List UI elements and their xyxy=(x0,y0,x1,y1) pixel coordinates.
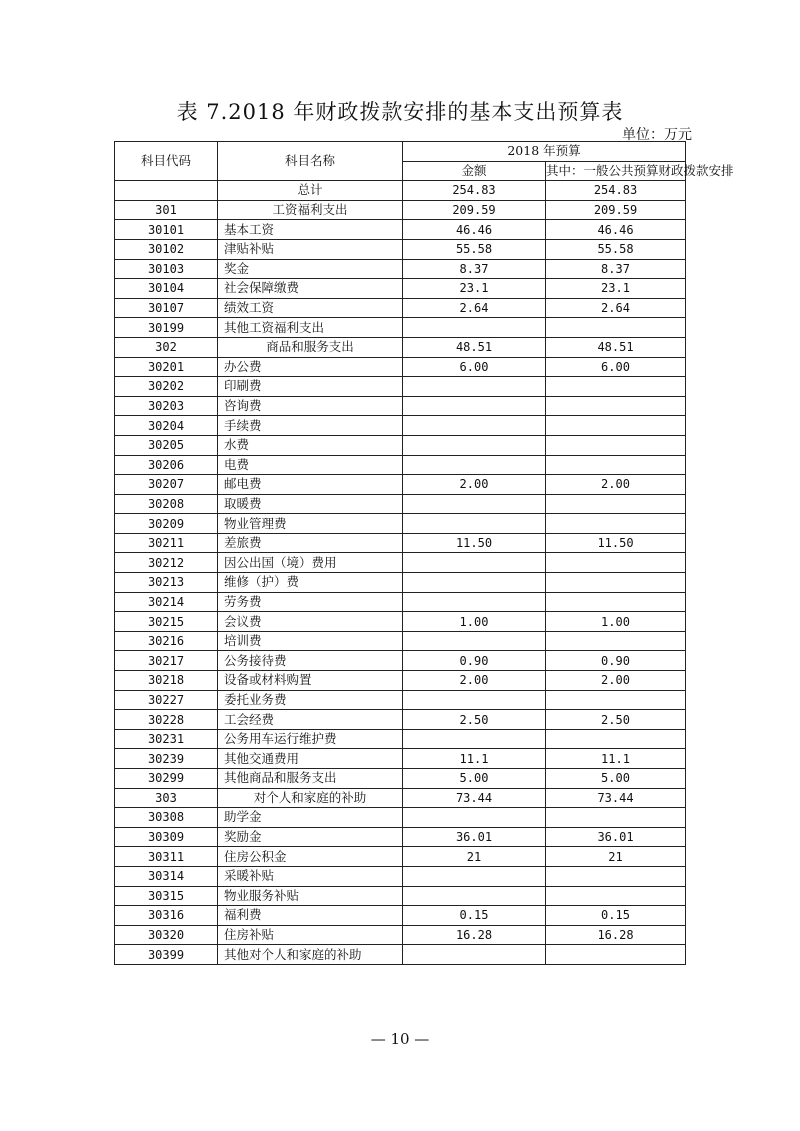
row-name: 总计 xyxy=(218,181,403,201)
row-amount: 0.15 xyxy=(403,906,546,926)
row-code: 30320 xyxy=(115,925,218,945)
row-sub-amount xyxy=(546,435,686,455)
row-amount xyxy=(403,886,546,906)
row-sub-amount: 11.1 xyxy=(546,749,686,769)
row-code: 30107 xyxy=(115,298,218,318)
table-row xyxy=(115,533,686,553)
row-amount: 1.00 xyxy=(403,612,546,632)
row-amount: 2.00 xyxy=(403,475,546,495)
row-sub-amount xyxy=(546,808,686,828)
row-sub-amount: 8.37 xyxy=(546,259,686,279)
row-name: 其他工资福利支出 xyxy=(218,318,403,338)
row-sub-amount: 1.00 xyxy=(546,612,686,632)
row-sub-amount: 2.00 xyxy=(546,671,686,691)
row-amount: 48.51 xyxy=(403,337,546,357)
row-amount xyxy=(403,435,546,455)
row-name: 助学金 xyxy=(218,808,403,828)
row-sub-amount xyxy=(546,729,686,749)
row-sub-amount xyxy=(546,553,686,573)
row-amount xyxy=(403,592,546,612)
row-code: 30211 xyxy=(115,533,218,553)
row-amount: 11.50 xyxy=(403,533,546,553)
row-code: 30202 xyxy=(115,377,218,397)
row-code: 30203 xyxy=(115,396,218,416)
row-sub-amount: 55.58 xyxy=(546,239,686,259)
row-amount xyxy=(403,631,546,651)
table-row xyxy=(115,573,686,593)
row-name: 印刷费 xyxy=(218,377,403,397)
row-code: 30207 xyxy=(115,475,218,495)
row-amount xyxy=(403,514,546,534)
row-code: 30215 xyxy=(115,612,218,632)
row-amount: 0.90 xyxy=(403,651,546,671)
table-row xyxy=(115,259,686,279)
row-sub-amount: 2.50 xyxy=(546,710,686,730)
row-sub-amount xyxy=(546,886,686,906)
row-amount xyxy=(403,416,546,436)
row-name: 绩效工资 xyxy=(218,298,403,318)
row-amount: 73.44 xyxy=(403,788,546,808)
row-amount xyxy=(403,866,546,886)
table-row xyxy=(115,866,686,886)
header-name: 科目名称 xyxy=(218,142,403,181)
table-row xyxy=(115,181,686,201)
row-name: 其他商品和服务支出 xyxy=(218,769,403,789)
row-code: 30104 xyxy=(115,279,218,299)
table-row xyxy=(115,279,686,299)
row-code: 30199 xyxy=(115,318,218,338)
row-name: 基本工资 xyxy=(218,220,403,240)
row-name: 公务用车运行维护费 xyxy=(218,729,403,749)
row-name: 商品和服务支出 xyxy=(218,337,403,357)
row-sub-amount xyxy=(546,866,686,886)
row-name: 住房公积金 xyxy=(218,847,403,867)
row-code: 30299 xyxy=(115,769,218,789)
row-sub-amount: 21 xyxy=(546,847,686,867)
row-amount: 254.83 xyxy=(403,181,546,201)
row-name: 会议费 xyxy=(218,612,403,632)
row-amount: 2.50 xyxy=(403,710,546,730)
row-amount: 6.00 xyxy=(403,357,546,377)
row-code: 30206 xyxy=(115,455,218,475)
row-sub-amount: 0.90 xyxy=(546,651,686,671)
page-number: — 10 — xyxy=(370,1030,430,1048)
row-sub-amount: 73.44 xyxy=(546,788,686,808)
row-sub-amount: 11.50 xyxy=(546,533,686,553)
row-amount: 36.01 xyxy=(403,827,546,847)
row-code: 30216 xyxy=(115,631,218,651)
table-row xyxy=(115,690,686,710)
row-code: 302 xyxy=(115,337,218,357)
row-code: 30239 xyxy=(115,749,218,769)
row-sub-amount: 0.15 xyxy=(546,906,686,926)
row-sub-amount xyxy=(546,592,686,612)
table-row xyxy=(115,396,686,416)
table-row xyxy=(115,200,686,220)
table-row xyxy=(115,220,686,240)
row-code: 30308 xyxy=(115,808,218,828)
row-amount: 55.58 xyxy=(403,239,546,259)
row-code: 30217 xyxy=(115,651,218,671)
row-amount: 11.1 xyxy=(403,749,546,769)
row-name: 因公出国（境）费用 xyxy=(218,553,403,573)
row-sub-amount: 46.46 xyxy=(546,220,686,240)
row-sub-amount xyxy=(546,573,686,593)
row-sub-amount: 23.1 xyxy=(546,279,686,299)
row-name: 邮电费 xyxy=(218,475,403,495)
table-row xyxy=(115,945,686,965)
row-amount xyxy=(403,318,546,338)
row-amount: 5.00 xyxy=(403,769,546,789)
table-row xyxy=(115,494,686,514)
row-code: 30228 xyxy=(115,710,218,730)
row-code: 30309 xyxy=(115,827,218,847)
row-sub-amount xyxy=(546,416,686,436)
table-row xyxy=(115,631,686,651)
row-code: 30218 xyxy=(115,671,218,691)
table-row xyxy=(115,239,686,259)
row-name: 手续费 xyxy=(218,416,403,436)
row-sub-amount: 48.51 xyxy=(546,337,686,357)
table-row xyxy=(115,298,686,318)
table-row xyxy=(115,514,686,534)
row-code: 30231 xyxy=(115,729,218,749)
row-name: 采暖补贴 xyxy=(218,866,403,886)
header-code: 科目代码 xyxy=(115,142,218,181)
table-row xyxy=(115,592,686,612)
row-name: 办公费 xyxy=(218,357,403,377)
row-name: 对个人和家庭的补助 xyxy=(218,788,403,808)
row-amount xyxy=(403,945,546,965)
budget-table xyxy=(114,141,734,965)
row-code xyxy=(115,181,218,201)
row-name: 工资福利支出 xyxy=(218,200,403,220)
row-name: 物业服务补贴 xyxy=(218,886,403,906)
row-name: 住房补贴 xyxy=(218,925,403,945)
row-name: 差旅费 xyxy=(218,533,403,553)
table-row xyxy=(115,808,686,828)
table-row xyxy=(115,455,686,475)
row-code: 30103 xyxy=(115,259,218,279)
table-row xyxy=(115,612,686,632)
row-amount xyxy=(403,808,546,828)
table-row xyxy=(115,847,686,867)
row-name: 其他对个人和家庭的补助 xyxy=(218,945,403,965)
row-code: 303 xyxy=(115,788,218,808)
row-name: 培训费 xyxy=(218,631,403,651)
header-amount: 金额 xyxy=(403,161,546,181)
row-sub-amount: 36.01 xyxy=(546,827,686,847)
row-amount: 21 xyxy=(403,847,546,867)
row-code: 30102 xyxy=(115,239,218,259)
row-name: 咨询费 xyxy=(218,396,403,416)
unit-label: 单位：万元 xyxy=(622,127,692,143)
row-amount: 209.59 xyxy=(403,200,546,220)
table-header xyxy=(115,142,734,181)
table-row xyxy=(115,377,686,397)
table-row xyxy=(115,651,686,671)
row-code: 301 xyxy=(115,200,218,220)
row-code: 30204 xyxy=(115,416,218,436)
row-amount xyxy=(403,494,546,514)
row-sub-amount: 2.00 xyxy=(546,475,686,495)
row-code: 30101 xyxy=(115,220,218,240)
row-name: 劳务费 xyxy=(218,592,403,612)
row-code: 30205 xyxy=(115,435,218,455)
row-amount xyxy=(403,396,546,416)
row-amount xyxy=(403,553,546,573)
table-row xyxy=(115,416,686,436)
row-code: 30314 xyxy=(115,866,218,886)
row-name: 福利费 xyxy=(218,906,403,926)
row-sub-amount: 209.59 xyxy=(546,200,686,220)
row-sub-amount: 6.00 xyxy=(546,357,686,377)
row-name: 其他交通费用 xyxy=(218,749,403,769)
row-code: 30315 xyxy=(115,886,218,906)
row-amount: 2.64 xyxy=(403,298,546,318)
row-sub-amount xyxy=(546,494,686,514)
table-row xyxy=(115,769,686,789)
row-code: 30316 xyxy=(115,906,218,926)
row-name: 取暖费 xyxy=(218,494,403,514)
row-sub-amount: 2.64 xyxy=(546,298,686,318)
row-name: 委托业务费 xyxy=(218,690,403,710)
row-sub-amount: 5.00 xyxy=(546,769,686,789)
row-sub-amount xyxy=(546,455,686,475)
row-name: 设备或材料购置 xyxy=(218,671,403,691)
header-year-group: 2018 年预算 xyxy=(403,142,686,162)
row-amount: 2.00 xyxy=(403,671,546,691)
row-code: 30311 xyxy=(115,847,218,867)
row-sub-amount xyxy=(546,514,686,534)
row-name: 奖金 xyxy=(218,259,403,279)
row-code: 30212 xyxy=(115,553,218,573)
row-amount xyxy=(403,573,546,593)
header-sub-amount: 其中：一般公共预算财政拨款安排 xyxy=(546,161,686,181)
row-name: 津贴补贴 xyxy=(218,239,403,259)
table-row xyxy=(115,318,686,338)
page-title: 表 7.2018 年财政拨款安排的基本支出预算表 xyxy=(176,100,624,124)
table-row xyxy=(115,357,686,377)
table-row xyxy=(115,337,686,357)
table-row xyxy=(115,788,686,808)
table-row xyxy=(115,435,686,455)
table-row xyxy=(115,710,686,730)
table-row xyxy=(115,827,686,847)
row-code: 30399 xyxy=(115,945,218,965)
row-code: 30208 xyxy=(115,494,218,514)
table-row xyxy=(115,671,686,691)
row-amount: 8.37 xyxy=(403,259,546,279)
table-row xyxy=(115,553,686,573)
row-amount xyxy=(403,377,546,397)
table-body xyxy=(115,181,686,965)
row-code: 30209 xyxy=(115,514,218,534)
table-row xyxy=(115,475,686,495)
row-name: 奖励金 xyxy=(218,827,403,847)
row-amount xyxy=(403,690,546,710)
row-name: 公务接待费 xyxy=(218,651,403,671)
row-code: 30201 xyxy=(115,357,218,377)
row-sub-amount: 254.83 xyxy=(546,181,686,201)
row-sub-amount xyxy=(546,377,686,397)
row-amount: 16.28 xyxy=(403,925,546,945)
row-sub-amount xyxy=(546,318,686,338)
row-code: 30214 xyxy=(115,592,218,612)
row-name: 水费 xyxy=(218,435,403,455)
table-row xyxy=(115,906,686,926)
row-code: 30227 xyxy=(115,690,218,710)
row-amount: 23.1 xyxy=(403,279,546,299)
row-amount xyxy=(403,455,546,475)
row-sub-amount: 16.28 xyxy=(546,925,686,945)
row-code: 30213 xyxy=(115,573,218,593)
row-name: 社会保障缴费 xyxy=(218,279,403,299)
row-name: 工会经费 xyxy=(218,710,403,730)
row-sub-amount xyxy=(546,690,686,710)
row-amount xyxy=(403,729,546,749)
row-sub-amount xyxy=(546,945,686,965)
row-sub-amount xyxy=(546,631,686,651)
row-sub-amount xyxy=(546,396,686,416)
row-name: 物业管理费 xyxy=(218,514,403,534)
row-amount: 46.46 xyxy=(403,220,546,240)
table-row xyxy=(115,749,686,769)
table-row xyxy=(115,886,686,906)
row-name: 电费 xyxy=(218,455,403,475)
table-row xyxy=(115,925,686,945)
row-name: 维修（护）费 xyxy=(218,573,403,593)
table-row xyxy=(115,729,686,749)
